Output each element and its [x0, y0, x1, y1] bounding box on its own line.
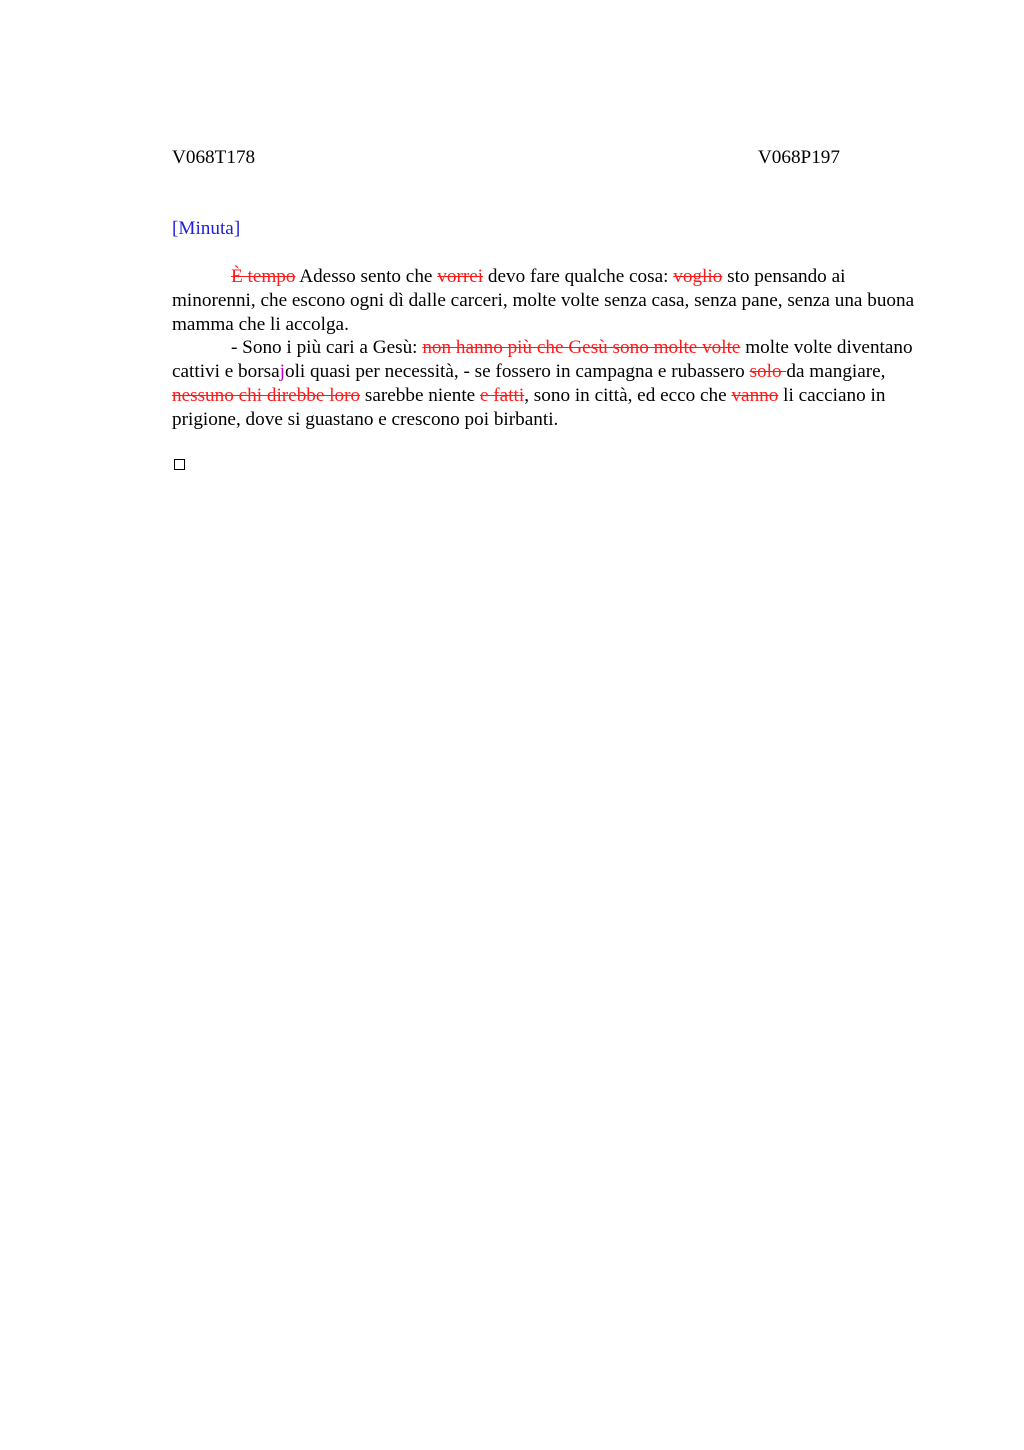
body-text-segment: Adesso sento che: [295, 266, 438, 287]
body-text-segment: sto pensando ai minorenni, che escono ogni dì dalle carceri, molte volte senza casa, senza pane, senza una buona mamma che li accolga.: [172, 266, 915, 335]
deleted-text: solo: [749, 361, 787, 383]
deleted-text: nessuno chi direbbe loro: [172, 384, 361, 406]
deleted-text: vanno: [731, 384, 779, 406]
document-code-right: V068P197: [757, 147, 840, 168]
body-text-segment: devo fare qualche cosa:: [483, 266, 674, 287]
section-label: [Minuta]: [172, 218, 241, 239]
inserted-text: j: [279, 361, 285, 383]
body-text-segment: da mangiare,: [786, 361, 886, 383]
paragraph-2: [172, 336, 917, 431]
deleted-text: vorrei: [437, 266, 484, 287]
document-header: [172, 146, 840, 170]
body-text-segment: li cacciano in prigione, dove si guastano e crescono poi birbanti.: [172, 384, 886, 430]
paragraph-1: [172, 265, 917, 336]
body-text-segment: molte volte diventano cattivi e borsa: [172, 337, 913, 383]
body-text-segment: , sono in città, ed ecco che: [524, 384, 732, 406]
deleted-text: voglio: [673, 266, 723, 287]
deleted-text: È tempo: [231, 266, 296, 287]
document-body: [172, 265, 917, 432]
deleted-text: e fatti: [479, 384, 525, 406]
body-text-segment: sarebbe niente: [360, 384, 480, 406]
deleted-text: non hanno più che Gesù sono molte volte: [422, 337, 741, 359]
body-text-segment: - Sono i più cari a Gesù:: [231, 337, 423, 359]
square-outline-icon: [174, 459, 185, 470]
body-text-segment: oli quasi per necessità, - se fossero in campagna e rubassero: [284, 361, 750, 383]
document-code-left: V068T178: [172, 147, 256, 168]
